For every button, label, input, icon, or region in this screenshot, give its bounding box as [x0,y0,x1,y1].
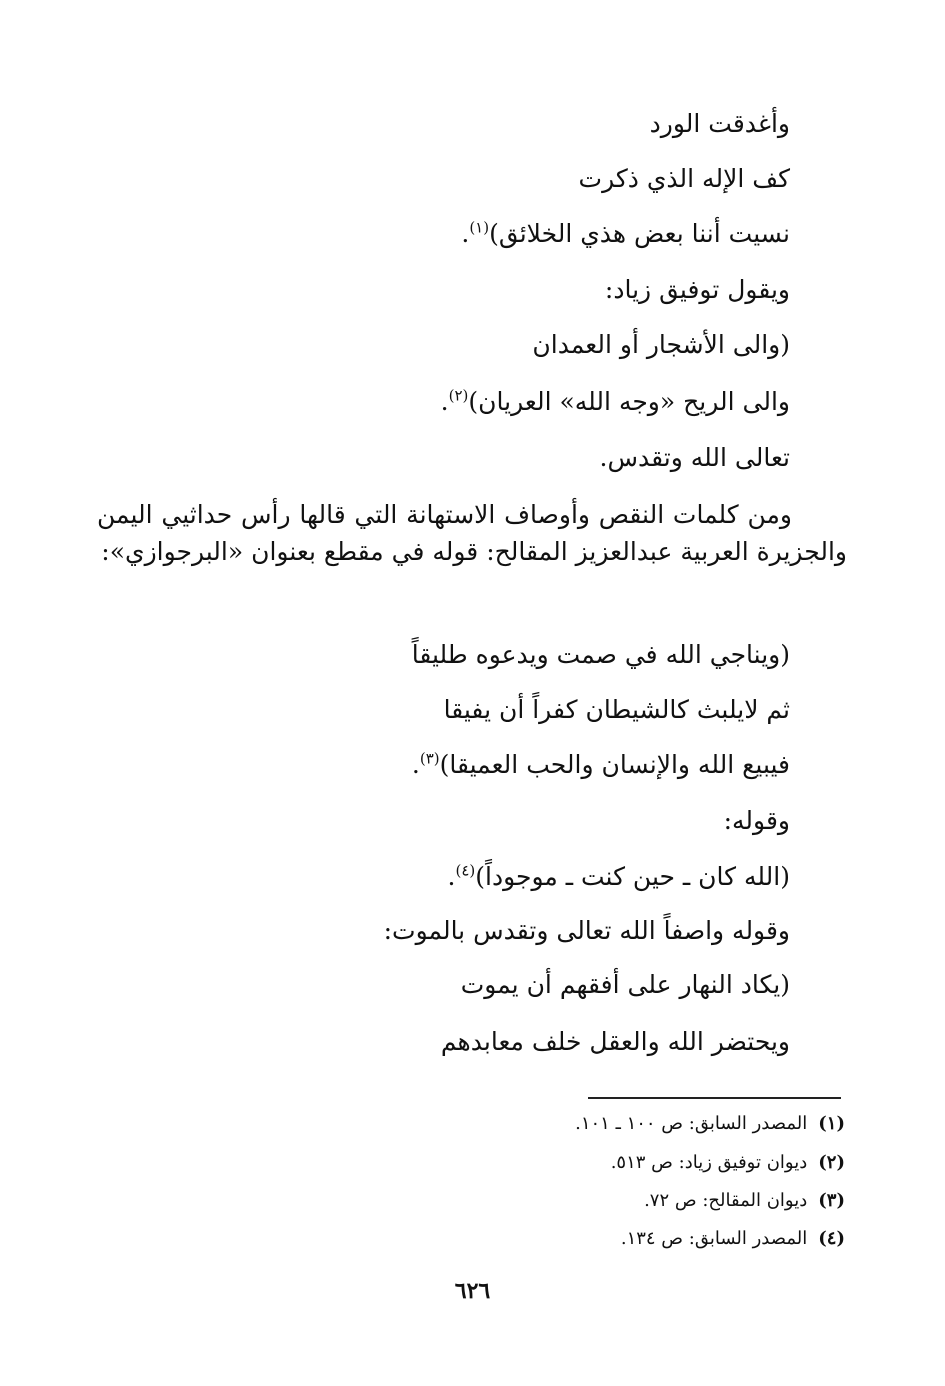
footnote-ref: (٣) [419,749,440,768]
poem-line: ويحتضر الله والعقل خلف معابدهم [440,1027,790,1056]
footnote-number: (٣) [818,1190,845,1211]
intro-line: وقوله: [723,806,790,835]
poem-line: ثم لايلبث كالشيطان كفراً أن يفيقا [443,695,790,724]
poem-line [190,385,790,419]
footnote [345,1226,845,1252]
paragraph-text: ومن كلمات النقص وأوصاف الاستهانة التي قالها رأس حداثيي اليمن والجزيرة العربية عبدالعزيز المقالح: قوله في مقطع بعنوان «البرجوازي»: [97,500,847,566]
line-end: . [440,387,449,416]
footnote-number: (٤) [818,1228,845,1249]
poem-line: (يكاد النهار على أفقهم أن يموت [460,970,790,999]
footnote-text: ديوان توفيق زياد: ص ٥١٣. [610,1152,808,1173]
footnote-ref: (٢) [448,386,469,405]
poem-line-text: نسيت أننا بعض هذي الخلائق) [489,219,790,248]
poem-line: كف الإله الذي ذكرت [578,164,790,193]
footnote [345,1188,845,1214]
poem-line [190,217,790,251]
praise-line: تعالى الله وتقدس. [599,443,790,472]
footnote-text: المصدر السابق: ص ١٠٠ ـ ١٠١. [575,1113,808,1134]
footnote-number: (١) [818,1113,845,1134]
line-end: . [461,219,470,248]
footnote-ref: (١) [469,218,490,237]
footnote-number: (٢) [818,1152,845,1173]
poem-line-text: (الله كان ـ حين كنت ـ موجوداً) [475,862,790,891]
footnote-ref: (٤) [455,861,476,880]
line-end: . [447,862,456,891]
body-paragraph [97,496,847,570]
footnote [345,1150,845,1176]
page-number: ٦٢٦ [454,1278,491,1304]
footnote-text: المصدر السابق: ص ١٣٤. [620,1228,808,1249]
footnote [345,1111,845,1137]
poem-line: وأغدقت الورد [649,109,790,138]
poem-line-text: فيبيع الله والإنسان والحب العميقا) [439,750,790,779]
poem-line: (والى الأشجار أو العمدان [532,330,790,359]
poem-line [190,860,790,894]
footnote-separator [588,1097,841,1099]
intro-line: وقوله واصفاً الله تعالى وتقدس بالموت: [383,916,790,945]
line-end: . [411,750,420,779]
footnote-text: ديوان المقالح: ص ٧٢. [644,1190,808,1211]
poem-line-text: والى الريح «وجه الله» العريان) [468,387,790,416]
intro-line: ويقول توفيق زياد: [604,275,790,304]
poem-line: (ويناجي الله في صمت ويدعوه طليقاً [411,640,790,669]
poem-line [190,748,790,782]
